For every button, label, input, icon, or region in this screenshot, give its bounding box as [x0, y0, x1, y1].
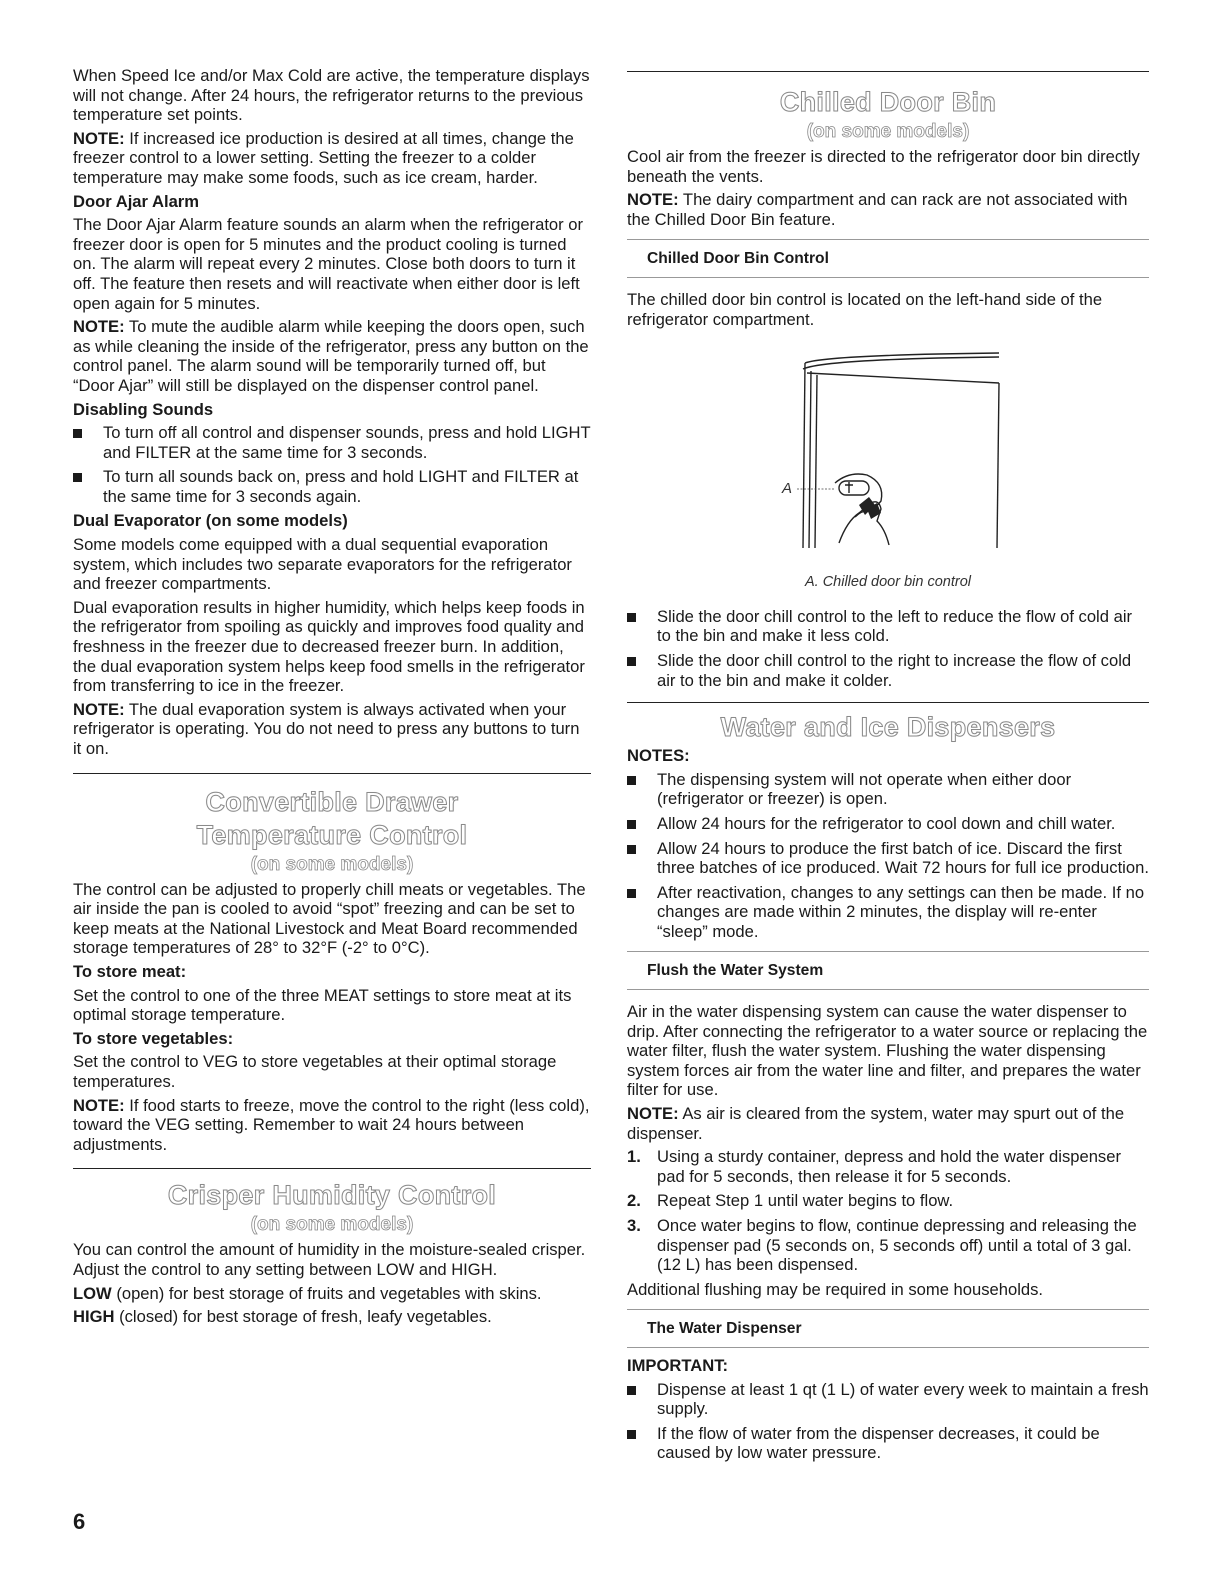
note-dual-evaporation [73, 700, 591, 759]
step-text: Using a sturdy container, depress and hold the water dispenser pad for 5 seconds, then release it for 5 seconds. [657, 1147, 1121, 1186]
subheading-flush-water-system: Flush the Water System [627, 951, 1149, 990]
right-column [627, 66, 1149, 1468]
section-title-convertible-2: Temperature Control [196, 819, 468, 850]
low-text: (open) for best storage of fruits and vegetables with skins. [111, 1283, 542, 1303]
left-column [73, 66, 591, 1331]
list-item: Slide the door chill control to the left to reduce the flow of cold air to the bin and make it less cold. [627, 607, 1149, 646]
list-item: Allow 24 hours for the refrigerator to cool down and chill water. [627, 814, 1149, 834]
section-divider [627, 702, 1149, 703]
note-label: NOTE: [73, 699, 125, 719]
list-item: After reactivation, changes to any settings can then be made. If no changes are made within 2 minutes, the display will re-enter “sleep” mode. [627, 883, 1149, 942]
section-divider [73, 1168, 591, 1169]
paragraph-dual-2: Dual evaporation results in higher humidity, which helps keep foods in the refrigerator from spoiling as quickly and improves food quality and freshness in the freezer due to decreased freezer burn. In addition, the dual evaporation system helps keep food smells in the refrigerator from transferring to ice in the freezer. [73, 597, 585, 696]
disabling-sounds-list [73, 423, 591, 506]
heading-disabling-sounds: Disabling Sounds [73, 399, 214, 419]
heading-important: IMPORTANT: [627, 1355, 729, 1375]
paragraph-store-vegetables: Set the control to VEG to store vegetables at their optimal storage temperatures. [73, 1052, 557, 1091]
list-item: To turn off all control and dispenser sounds, press and hold LIGHT and FILTER at the same time for 3 seconds. [73, 423, 591, 462]
step-number: 1. [627, 1147, 641, 1167]
note-label: NOTE: [73, 317, 125, 337]
paragraph-door-ajar: The Door Ajar Alarm feature sounds an alarm when the refrigerator or freezer door is open for 5 minutes and the product cooling is turned on. The alarm will repeat every 2 minutes. Close both doors to turn it off. The feature then resets and will reactivate when either door is left open again for 5 minutes. [73, 215, 584, 313]
crisper-low-setting [73, 1284, 591, 1304]
step-text: Repeat Step 1 until water begins to flow. [657, 1191, 954, 1211]
step-number: 2. [627, 1191, 641, 1211]
figure-caption: A. Chilled door bin control [804, 574, 972, 591]
heading-door-ajar-alarm: Door Ajar Alarm [73, 191, 200, 211]
step-item [627, 1191, 1149, 1211]
note-mute-alarm [73, 317, 591, 395]
step-number: 3. [627, 1216, 641, 1235]
paragraph-flush: Air in the water dispensing system can cause the water dispenser to drip. After connecting the refrigerator to a water source or replacing the water filter, flush the water system. Flushing the water dispensing system forces air from the water line and filter, and prepares the water filter for use. [627, 1002, 1148, 1100]
list-item: Slide the door chill control to the right to increase the flow of cold air to the bin and make it colder. [627, 651, 1149, 690]
heading-store-vegetables: To store vegetables: [73, 1028, 234, 1048]
note-text: If food starts to freeze, move the control to the right (less cold), toward the VEG setting. Remember to wait 24 hours between adjustments. [73, 1095, 590, 1154]
subheading-water-dispenser: The Water Dispenser [627, 1309, 1149, 1348]
section-title-convertible-1: Convertible Drawer [205, 786, 459, 817]
list-item: Allow 24 hours to produce the first batch of ice. Discard the first three batches of ice produced. Wait 72 hours for full ice production. [627, 839, 1149, 878]
chilled-door-bin-illustration [627, 333, 1149, 573]
heading-store-meat: To store meat: [73, 961, 187, 981]
section-divider [627, 71, 1149, 72]
note-text: To mute the audible alarm while keeping the doors open, such as while cleaning the inside of the refrigerator, press any button on the control panel. The alarm sound will be temporarily turned off, but “Door Ajar” will still be displayed on the dispenser control panel. [73, 317, 589, 395]
list-item: Dispense at least 1 qt (1 L) of water every week to maintain a fresh supply. [627, 1380, 1149, 1419]
paragraph-convertible: The control can be adjusted to properly chill meats or vegetables. The air inside the pan is cooled to avoid “spot” freezing and can be set to keep meats at the National Livestock and Meat Board recommended storage temperatures of 28° to 32°F (-2° to 0°C). [73, 879, 586, 958]
high-text: (closed) for best storage of fresh, leafy vegetables. [114, 1307, 492, 1327]
note-text: As air is cleared from the system, water may spurt out of the dispenser. [627, 1104, 1125, 1143]
paragraph-chilled-control: The chilled door bin control is located on the left-hand side of the refrigerator compartment. [627, 289, 1103, 329]
section-subtitle-crisper: (on some models) [250, 1214, 414, 1236]
flush-steps-list [627, 1147, 1149, 1275]
step-item [627, 1147, 1149, 1186]
note-food-freeze [73, 1096, 591, 1155]
list-item: To turn all sounds back on, press and hold LIGHT and FILTER at the same time for 3 seconds again. [73, 467, 591, 506]
note-label: NOTE: [73, 128, 125, 148]
paragraph-crisper: You can control the amount of humidity in the moisture-sealed crisper. Adjust the control to any setting between LOW and HIGH. [73, 1240, 586, 1279]
list-item: If the flow of water from the dispenser decreases, it could be caused by low water pressure. [627, 1424, 1149, 1463]
high-label: HIGH [73, 1307, 115, 1327]
crisper-high-setting [73, 1307, 591, 1327]
list-item: The dispensing system will not operate when either door (refrigerator or freezer) is open. [627, 770, 1149, 809]
section-title-water-ice: Water and Ice Dispensers [720, 712, 1056, 743]
note-text: If increased ice production is desired at all times, change the freezer control to a lower setting. Setting the freezer to a colder temperature may make some foods, such as ice cream, harder. [73, 128, 574, 187]
chill-control-list [627, 607, 1149, 690]
paragraph-additional-flushing: Additional flushing may be required in some households. [627, 1279, 1044, 1299]
heading-notes: NOTES: [627, 746, 690, 766]
section-subtitle-convertible: (on some models) [250, 853, 414, 875]
note-dairy-compartment [627, 190, 1149, 229]
section-divider [73, 773, 591, 774]
page-number: 6 [73, 1509, 86, 1534]
low-label: LOW [73, 1283, 112, 1303]
note-label: NOTE: [73, 1095, 125, 1115]
subheading-chilled-door-bin-control: Chilled Door Bin Control [627, 239, 1149, 278]
note-label: NOTE: [627, 1104, 679, 1124]
note-text: The dual evaporation system is always activated when your refrigerator is operating. You do not need to press any buttons to turn it on. [73, 699, 580, 758]
paragraph-speed-ice: When Speed Ice and/or Max Cold are active, the temperature displays will not change. After 24 hours, the refrigerator returns to the previous temperature set points. [73, 66, 590, 125]
section-title-crisper: Crisper Humidity Control [167, 1180, 497, 1211]
step-text: Once water begins to flow, continue depressing and releasing the dispenser pad (5 seconds on, 5 seconds off) until a total of 3 gal. (12 L) has been dispensed. [657, 1216, 1137, 1275]
step-item [627, 1216, 1149, 1275]
heading-dual-evaporator: Dual Evaporator (on some models) [73, 511, 348, 531]
figure-callout-a: A [782, 480, 793, 498]
refrigerator-interior-drawing [627, 333, 1149, 573]
dispenser-notes-list [627, 770, 1149, 942]
note-air-cleared [627, 1104, 1149, 1143]
section-subtitle-chilled: (on some models) [806, 121, 970, 142]
paragraph-chilled: Cool air from the freezer is directed to the refrigerator door bin directly beneath the vents. [627, 147, 1140, 186]
paragraph-dual-1: Some models come equipped with a dual sequential evaporation system, which includes two separate evaporators for the refrigerator and freezer compartments. [73, 535, 572, 594]
section-title-chilled-door-bin: Chilled Door Bin [779, 87, 997, 117]
note-label: NOTE: [627, 190, 679, 210]
note-text: The dairy compartment and can rack are not associated with the Chilled Door Bin feature. [627, 190, 1128, 229]
note-ice-production [73, 129, 591, 188]
important-list [627, 1380, 1149, 1463]
paragraph-store-meat: Set the control to one of the three MEAT settings to store meat at its optimal storage temperature. [73, 985, 572, 1025]
